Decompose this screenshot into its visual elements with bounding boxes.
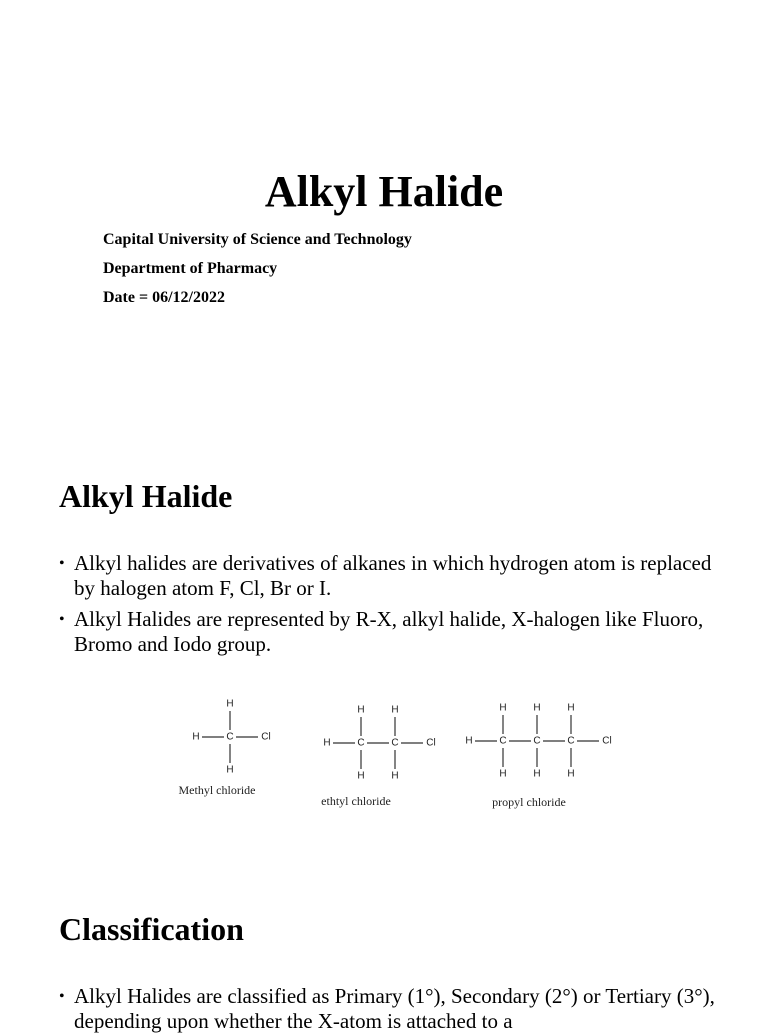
section-heading-alkyl-halide: Alkyl Halide	[59, 478, 233, 514]
molecule-1	[179, 699, 271, 798]
atom-h: H	[499, 702, 507, 714]
bullet-text: Alkyl Halides are represented by R-X, alkyl halide, X-halogen like Fluoro, Bromo and Iodo group.	[74, 607, 704, 656]
atom-h: H	[226, 764, 234, 776]
bullet-text: Alkyl Halides are classified as Primary (1°), Secondary (2°) or Tertiary (3°), depending upon whether the X-atom is attached to a	[74, 984, 715, 1033]
atom-c: C	[499, 735, 507, 747]
atom-h: H	[533, 768, 541, 780]
date-line: Date = 06/12/2022	[103, 289, 225, 306]
atom-h: H	[391, 704, 399, 716]
atom-c: C	[357, 737, 365, 749]
molecule-label: propyl chloride	[492, 795, 566, 809]
atom-h: H	[567, 768, 575, 780]
atom-cl: Cl	[261, 731, 271, 743]
bullet-item	[59, 984, 729, 1034]
atom-h: H	[391, 770, 399, 782]
bullet-text: Alkyl halides are derivatives of alkanes in which hydrogen atom is replaced by halogen atom F, Cl, Br or I.	[74, 551, 712, 600]
atom-h: H	[226, 698, 234, 710]
atom-c: C	[391, 737, 399, 749]
atom-h: H	[567, 702, 575, 714]
atom-cl: Cl	[602, 735, 612, 747]
atom-c: C	[567, 735, 575, 747]
atom-h: H	[499, 768, 507, 780]
atom-c: C	[533, 735, 541, 747]
bullet-icon: •	[59, 988, 65, 1005]
molecule-label: ethtyl chloride	[321, 794, 391, 808]
section-heading-classification: Classification	[59, 911, 244, 947]
atom-h: H	[533, 702, 541, 714]
atom-h: H	[465, 735, 473, 747]
atom-h: H	[357, 704, 365, 716]
university-line: Capital University of Science and Technology	[103, 231, 412, 248]
molecule-label: Methyl chloride	[178, 783, 256, 797]
atom-c: C	[226, 731, 234, 743]
molecule-2	[321, 705, 436, 809]
slide-title: Alkyl Halide	[264, 167, 504, 216]
bullet-icon: •	[59, 555, 65, 572]
atom-cl: Cl	[426, 737, 436, 749]
atom-h: H	[192, 731, 200, 743]
department-line: Department of Pharmacy	[103, 260, 278, 277]
molecule-3	[465, 703, 611, 810]
atom-h: H	[357, 770, 365, 782]
atom-h: H	[323, 737, 331, 749]
bullet-icon: •	[59, 611, 65, 628]
